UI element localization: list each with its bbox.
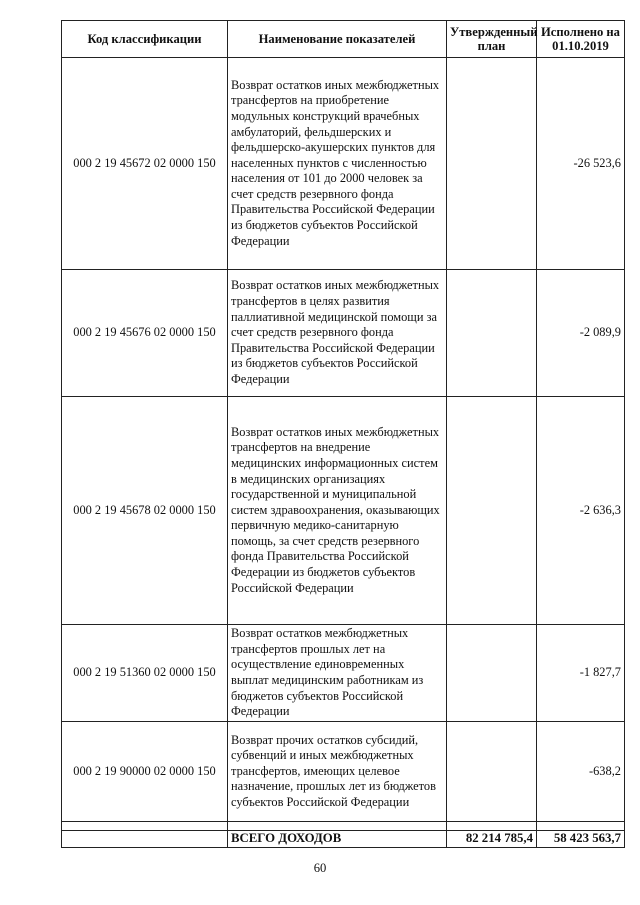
row-code: 000 2 19 45678 02 0000 150 [62,397,228,625]
row-plan [447,397,537,625]
row-name: Возврат остатков межбюджетных трансфертов прошлых лет на осуществление единовременных выплат медицинским работникам из бюджетов субъектов Российской Федерации [228,625,447,722]
table-row [62,722,625,822]
row-code: 000 2 19 45676 02 0000 150 [62,270,228,397]
total-done: 58 423 563,7 [537,831,625,848]
row-name: Возврат остатков иных межбюджетных трансфертов на внедрение медицинских информационных систем в медицинских организациях государственной и муниципальной систем здравоохранения, оказывающих первичную медико-санитарную помощь, за счет средств резервного фонда Правительства Российской Федерации из бюджетов субъектов Российской Федерации [228,397,447,625]
row-name: Возврат остатков иных межбюджетных трансфертов в целях развития паллиативной медицинской помощи за счет средств резервного фонда Правительства Российской Федерации из бюджетов субъектов Российской Федерации [228,270,447,397]
row-code: 000 2 19 45672 02 0000 150 [62,58,228,270]
row-plan [447,58,537,270]
total-row [62,831,625,848]
row-done: -1 827,7 [537,625,625,722]
total-label: ВСЕГО ДОХОДОВ [228,831,447,848]
table-header-row [62,21,625,58]
row-plan [447,270,537,397]
row-code: 000 2 19 90000 02 0000 150 [62,722,228,822]
row-plan [447,722,537,822]
row-code: 000 2 19 51360 02 0000 150 [62,625,228,722]
row-done: -2 089,9 [537,270,625,397]
empty-row [62,822,625,831]
row-done: -26 523,6 [537,58,625,270]
table-row [62,58,625,270]
row-name: Возврат остатков иных межбюджетных трансфертов на приобретение модульных конструкций врачебных амбулаторий, фельдшерских и фельдшерско-акушерских пунктов для населенных пунктов с численностью населения от 101 до 2000 человек за счет средств резервного фонда Правительства Российской Федерации из бюджетов субъектов Российской Федерации [228,58,447,270]
header-plan: Утвержденный план [447,21,537,58]
row-name: Возврат прочих остатков субсидий, субвенций и иных межбюджетных трансфертов, имеющих целевое назначение, прошлых лет из бюджетов субъектов Российской Федерации [228,722,447,822]
header-code: Код классификации [62,21,228,58]
header-name: Наименование показателей [228,21,447,58]
total-plan: 82 214 785,4 [447,831,537,848]
total-code-empty [62,831,228,848]
table-row [62,270,625,397]
revenue-table [61,20,625,848]
table-row [62,397,625,625]
page-number: 60 [313,861,327,875]
header-done: Исполнено на 01.10.2019 [537,21,625,58]
row-done: -2 636,3 [537,397,625,625]
row-done: -638,2 [537,722,625,822]
table-row [62,625,625,722]
row-plan [447,625,537,722]
